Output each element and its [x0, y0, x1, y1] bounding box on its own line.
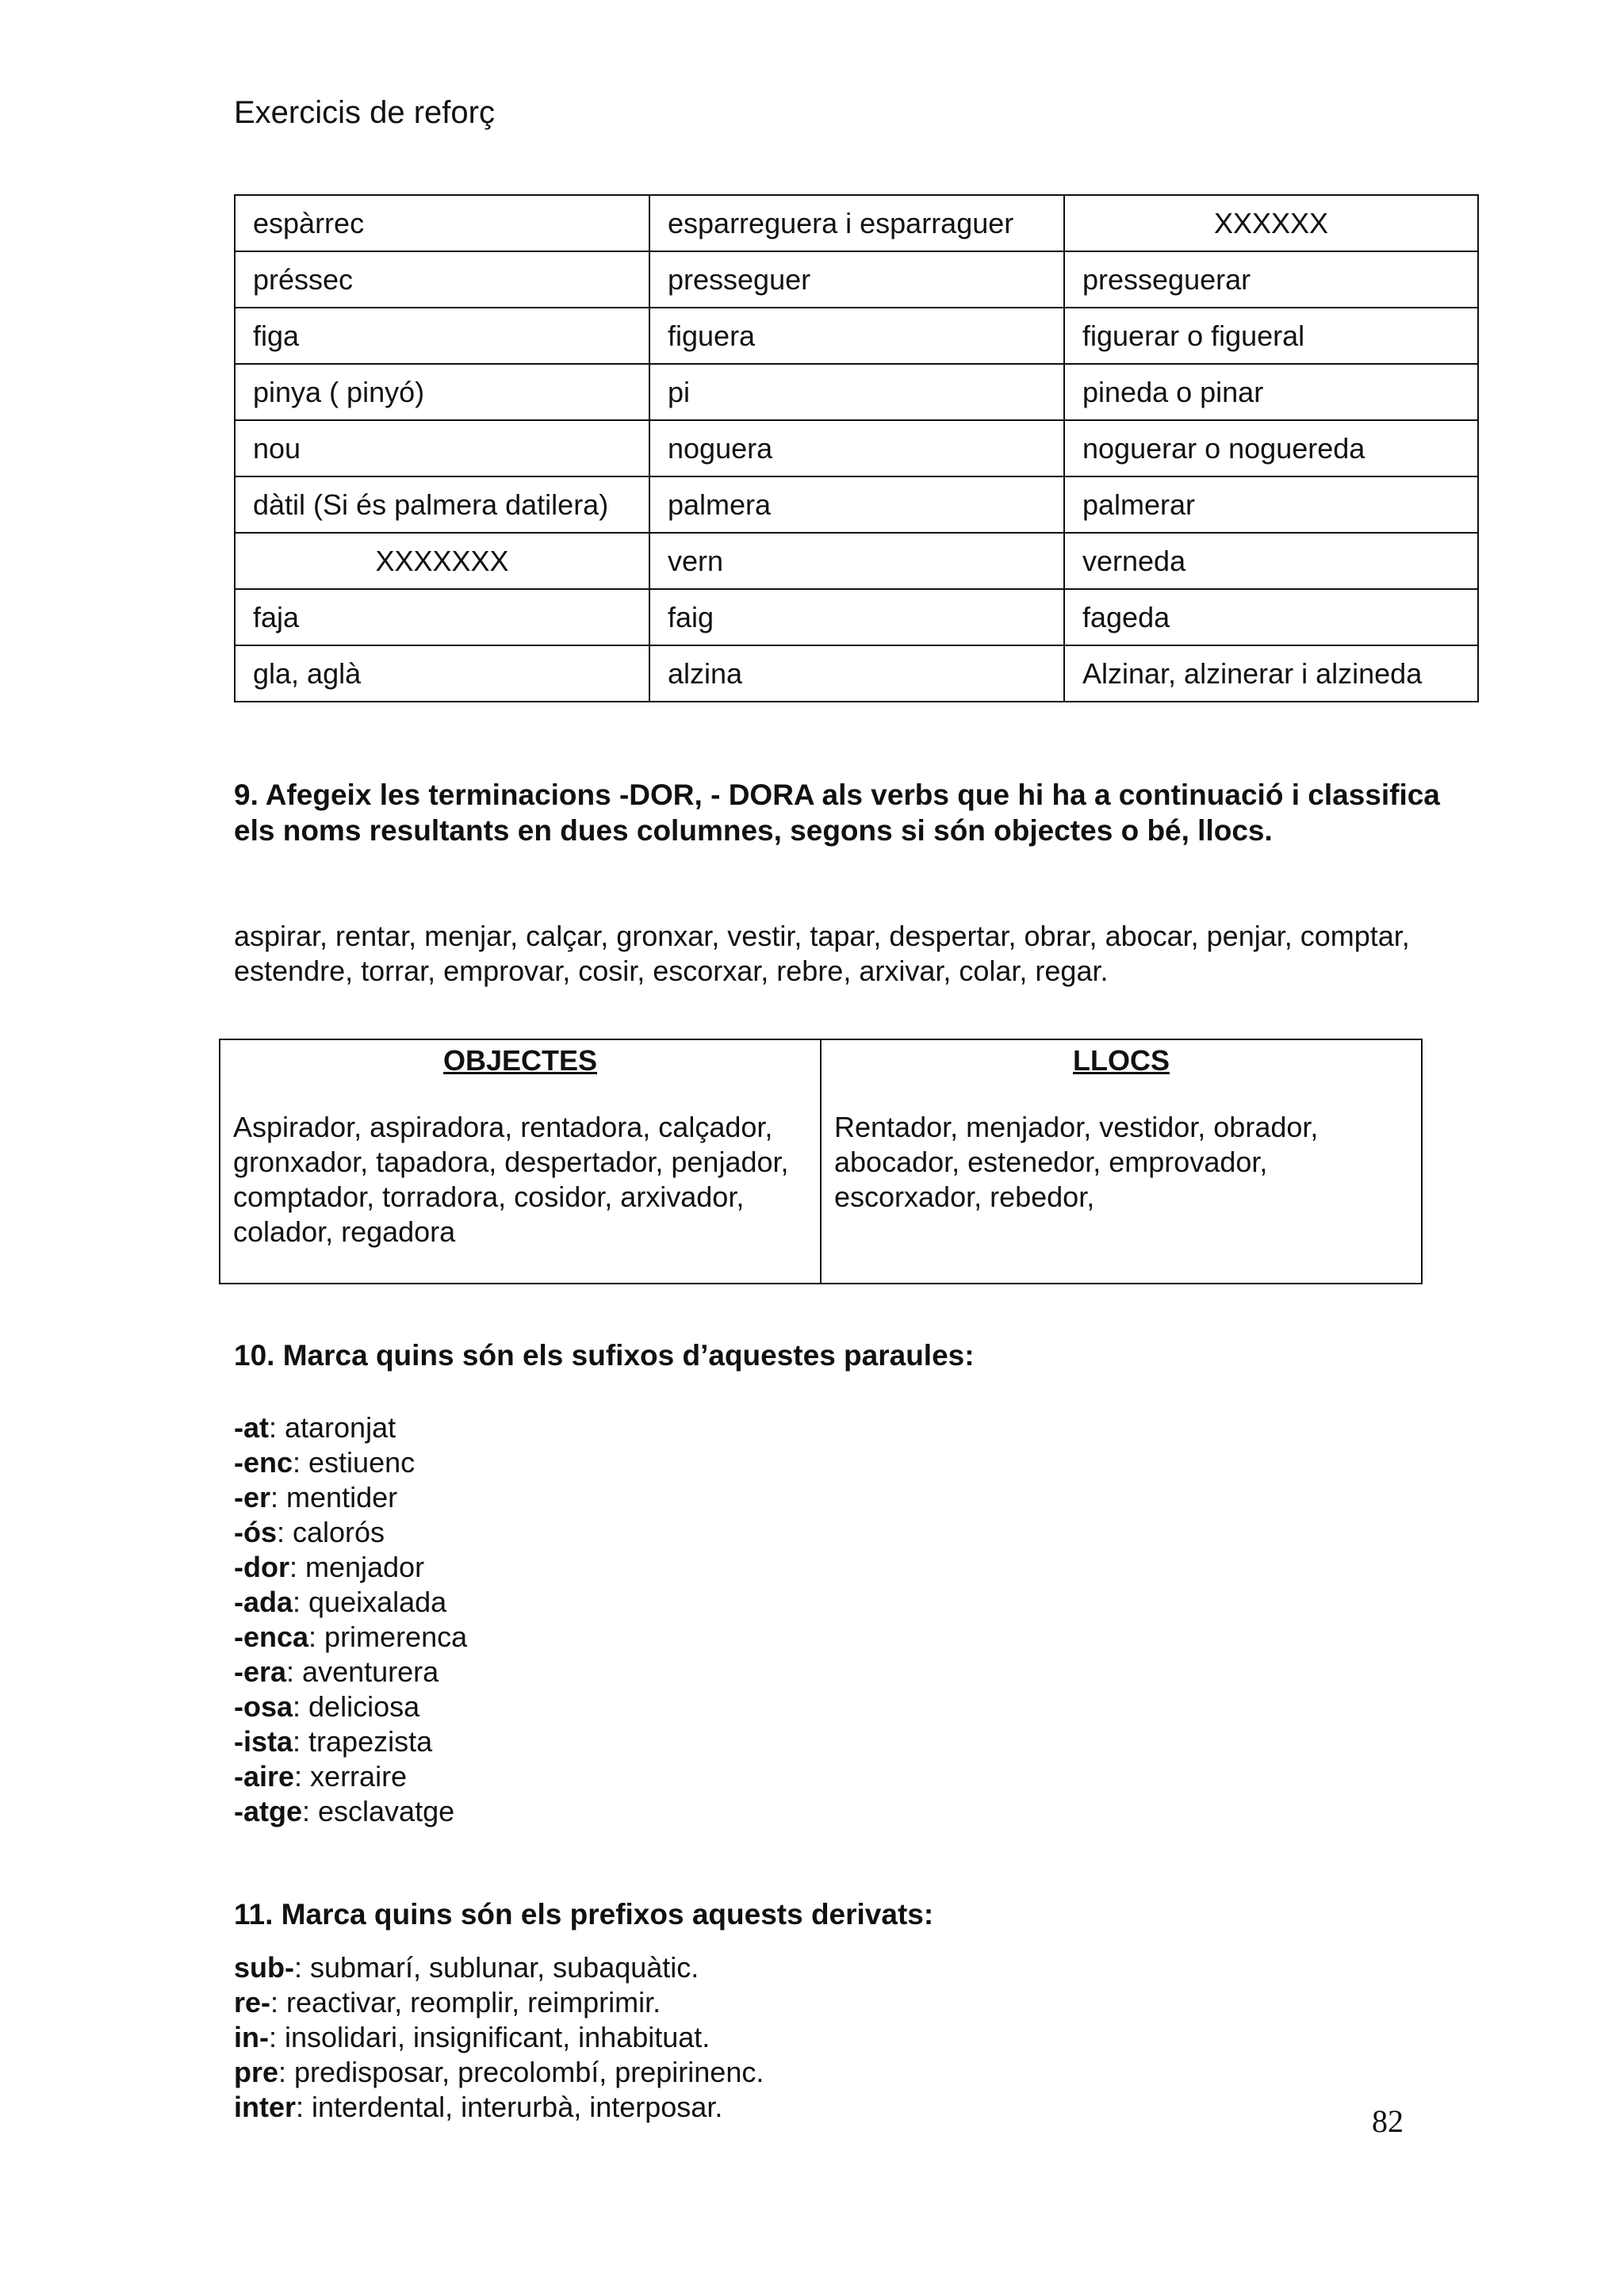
table-cell: presseguerar	[1064, 251, 1478, 308]
list-item	[234, 1689, 467, 1724]
table-cell: palmerar	[1064, 476, 1478, 533]
prefix-label: inter	[234, 2091, 297, 2123]
table-cell: figa	[235, 308, 649, 364]
page-number: 82	[1372, 2103, 1404, 2139]
table-row	[220, 1039, 1422, 1284]
exercise-10-title: 10. Marca quins són els sufixos d’aquestes paraules:	[234, 1339, 975, 1372]
suffix-label: -atge	[234, 1795, 303, 1827]
table-cell: Alzinar, alzinerar i alzineda	[1064, 645, 1478, 702]
suffix-word: : calorós	[277, 1516, 385, 1548]
table-row	[235, 195, 1478, 251]
table-row	[235, 533, 1478, 589]
llocs-column	[821, 1039, 1422, 1284]
objectes-column	[220, 1039, 821, 1284]
table-cell: verneda	[1064, 533, 1478, 589]
list-item	[234, 2055, 764, 2090]
suffix-label: -ós	[234, 1516, 277, 1548]
table-cell: dàtil (Si és palmera datilera)	[235, 476, 649, 533]
table-row	[235, 251, 1478, 308]
suffix-label: -er	[234, 1481, 271, 1513]
table-cell: figuerar o figueral	[1064, 308, 1478, 364]
prefix-list	[234, 1950, 764, 2125]
suffix-word: : trapezista	[293, 1725, 433, 1758]
prefix-label: re-	[234, 1986, 271, 2019]
suffix-word: : esclavatge	[302, 1795, 455, 1827]
suffix-word: : mentider	[270, 1481, 398, 1513]
words-table	[234, 194, 1479, 702]
table-cell: alzina	[649, 645, 1064, 702]
suffix-word: : ataronjat	[269, 1411, 396, 1444]
table-cell: espàrrec	[235, 195, 649, 251]
suffix-list	[234, 1410, 467, 1829]
list-item	[234, 1480, 467, 1515]
table-cell: figuera	[649, 308, 1064, 364]
list-item	[234, 1950, 764, 1985]
suffix-label: -at	[234, 1411, 269, 1444]
list-item	[234, 1550, 467, 1585]
suffix-label: -dor	[234, 1551, 289, 1583]
table-cell: gla, aglà	[235, 645, 649, 702]
suffix-label: -enca	[234, 1621, 309, 1653]
suffix-word: : estiuenc	[293, 1446, 416, 1479]
table-row	[235, 420, 1478, 476]
list-item	[234, 1515, 467, 1550]
suffix-label: -ada	[234, 1586, 293, 1618]
suffix-label: -ista	[234, 1725, 293, 1758]
objectes-header: OBJECTES	[442, 1044, 598, 1077]
table-row	[235, 645, 1478, 702]
table-cell: fageda	[1064, 589, 1478, 645]
prefix-label: sub-	[234, 1951, 294, 1984]
suffix-label: -osa	[234, 1690, 293, 1723]
list-item	[234, 1620, 467, 1655]
prefix-words: : submarí, sublunar, subaquàtic.	[294, 1951, 699, 1984]
table-row	[235, 476, 1478, 533]
exercise-9-title: 9. Afegeix les terminacions -DOR, - DORA als verbs que hi ha a continuació i classifica els noms resultants en dues columnes, segons si són objectes o bé, llocs.	[234, 779, 1440, 847]
table-cell: XXXXXX	[1064, 195, 1478, 251]
suffix-word: : primerenca	[308, 1621, 468, 1653]
list-item	[234, 1655, 467, 1689]
table-cell: faig	[649, 589, 1064, 645]
table-cell: esparreguera i esparraguer	[649, 195, 1064, 251]
list-item	[234, 1585, 467, 1620]
list-item	[234, 2090, 764, 2125]
suffix-label: -era	[234, 1655, 287, 1688]
table-row	[235, 589, 1478, 645]
list-item	[234, 1759, 467, 1794]
table-row	[235, 308, 1478, 364]
table-cell: préssec	[235, 251, 649, 308]
table-cell: pi	[649, 364, 1064, 420]
llocs-header: LLOCS	[1073, 1044, 1170, 1077]
table-cell: XXXXXXX	[235, 533, 649, 589]
table-cell: presseguer	[649, 251, 1064, 308]
suffix-word: : menjador	[289, 1551, 425, 1583]
suffix-word: : queixalada	[293, 1586, 447, 1618]
exercise-11-title: 11. Marca quins són els prefixos aquests derivats:	[234, 1898, 934, 1931]
suffix-word: : xerraire	[294, 1760, 408, 1793]
page-header: Exercicis de reforç	[234, 95, 495, 130]
table-cell: faja	[235, 589, 649, 645]
table-cell: pinya ( pinyó)	[235, 364, 649, 420]
suffix-word: : aventurera	[286, 1655, 439, 1688]
suffix-word: : deliciosa	[293, 1690, 420, 1723]
prefix-words: : insolidari, insignificant, inhabituat.	[268, 2021, 710, 2053]
table-cell: vern	[649, 533, 1064, 589]
prefix-words: : interdental, interurbà, interposar.	[296, 2091, 723, 2123]
table-cell: palmera	[649, 476, 1064, 533]
list-item	[234, 1724, 467, 1759]
suffix-label: -enc	[234, 1446, 293, 1479]
list-item	[234, 1410, 467, 1445]
classification-table	[219, 1039, 1423, 1284]
table-cell: noguerar o nogueredа	[1064, 420, 1478, 476]
list-item	[234, 2020, 764, 2055]
list-item	[234, 1985, 764, 2020]
table-row	[235, 364, 1478, 420]
prefix-words: : predisposar, precolombí, prepirinenc.	[278, 2056, 764, 2088]
llocs-text: Rentador, menjador, vestidor, obrador, abocador, estenedor, emprovador, escorxador, rebedor,	[834, 1111, 1319, 1213]
prefix-label: in-	[234, 2021, 269, 2053]
prefix-label: pre	[234, 2056, 279, 2088]
list-item	[234, 1445, 467, 1480]
prefix-words: : reactivar, reomplir, reimprimir.	[270, 1986, 661, 2019]
list-item	[234, 1794, 467, 1829]
table-cell: pineda o pinar	[1064, 364, 1478, 420]
objectes-text: Aspirador, aspiradora, rentadora, calçador, gronxador, tapadora, despertador, penjador, comptador, torradora, cosidor, arxivador, colador, regadora	[233, 1111, 789, 1248]
exercise-9-verbs: aspirar, rentar, menjar, calçar, gronxar, vestir, tapar, despertar, obrar, abocar, penjar, comptar, estendre, torrar, emprovar, cosir, escorxar, rebre, arxivar, colar, regar.	[234, 920, 1410, 987]
table-cell: nou	[235, 420, 649, 476]
table-cell: noguera	[649, 420, 1064, 476]
suffix-label: -aire	[234, 1760, 295, 1793]
